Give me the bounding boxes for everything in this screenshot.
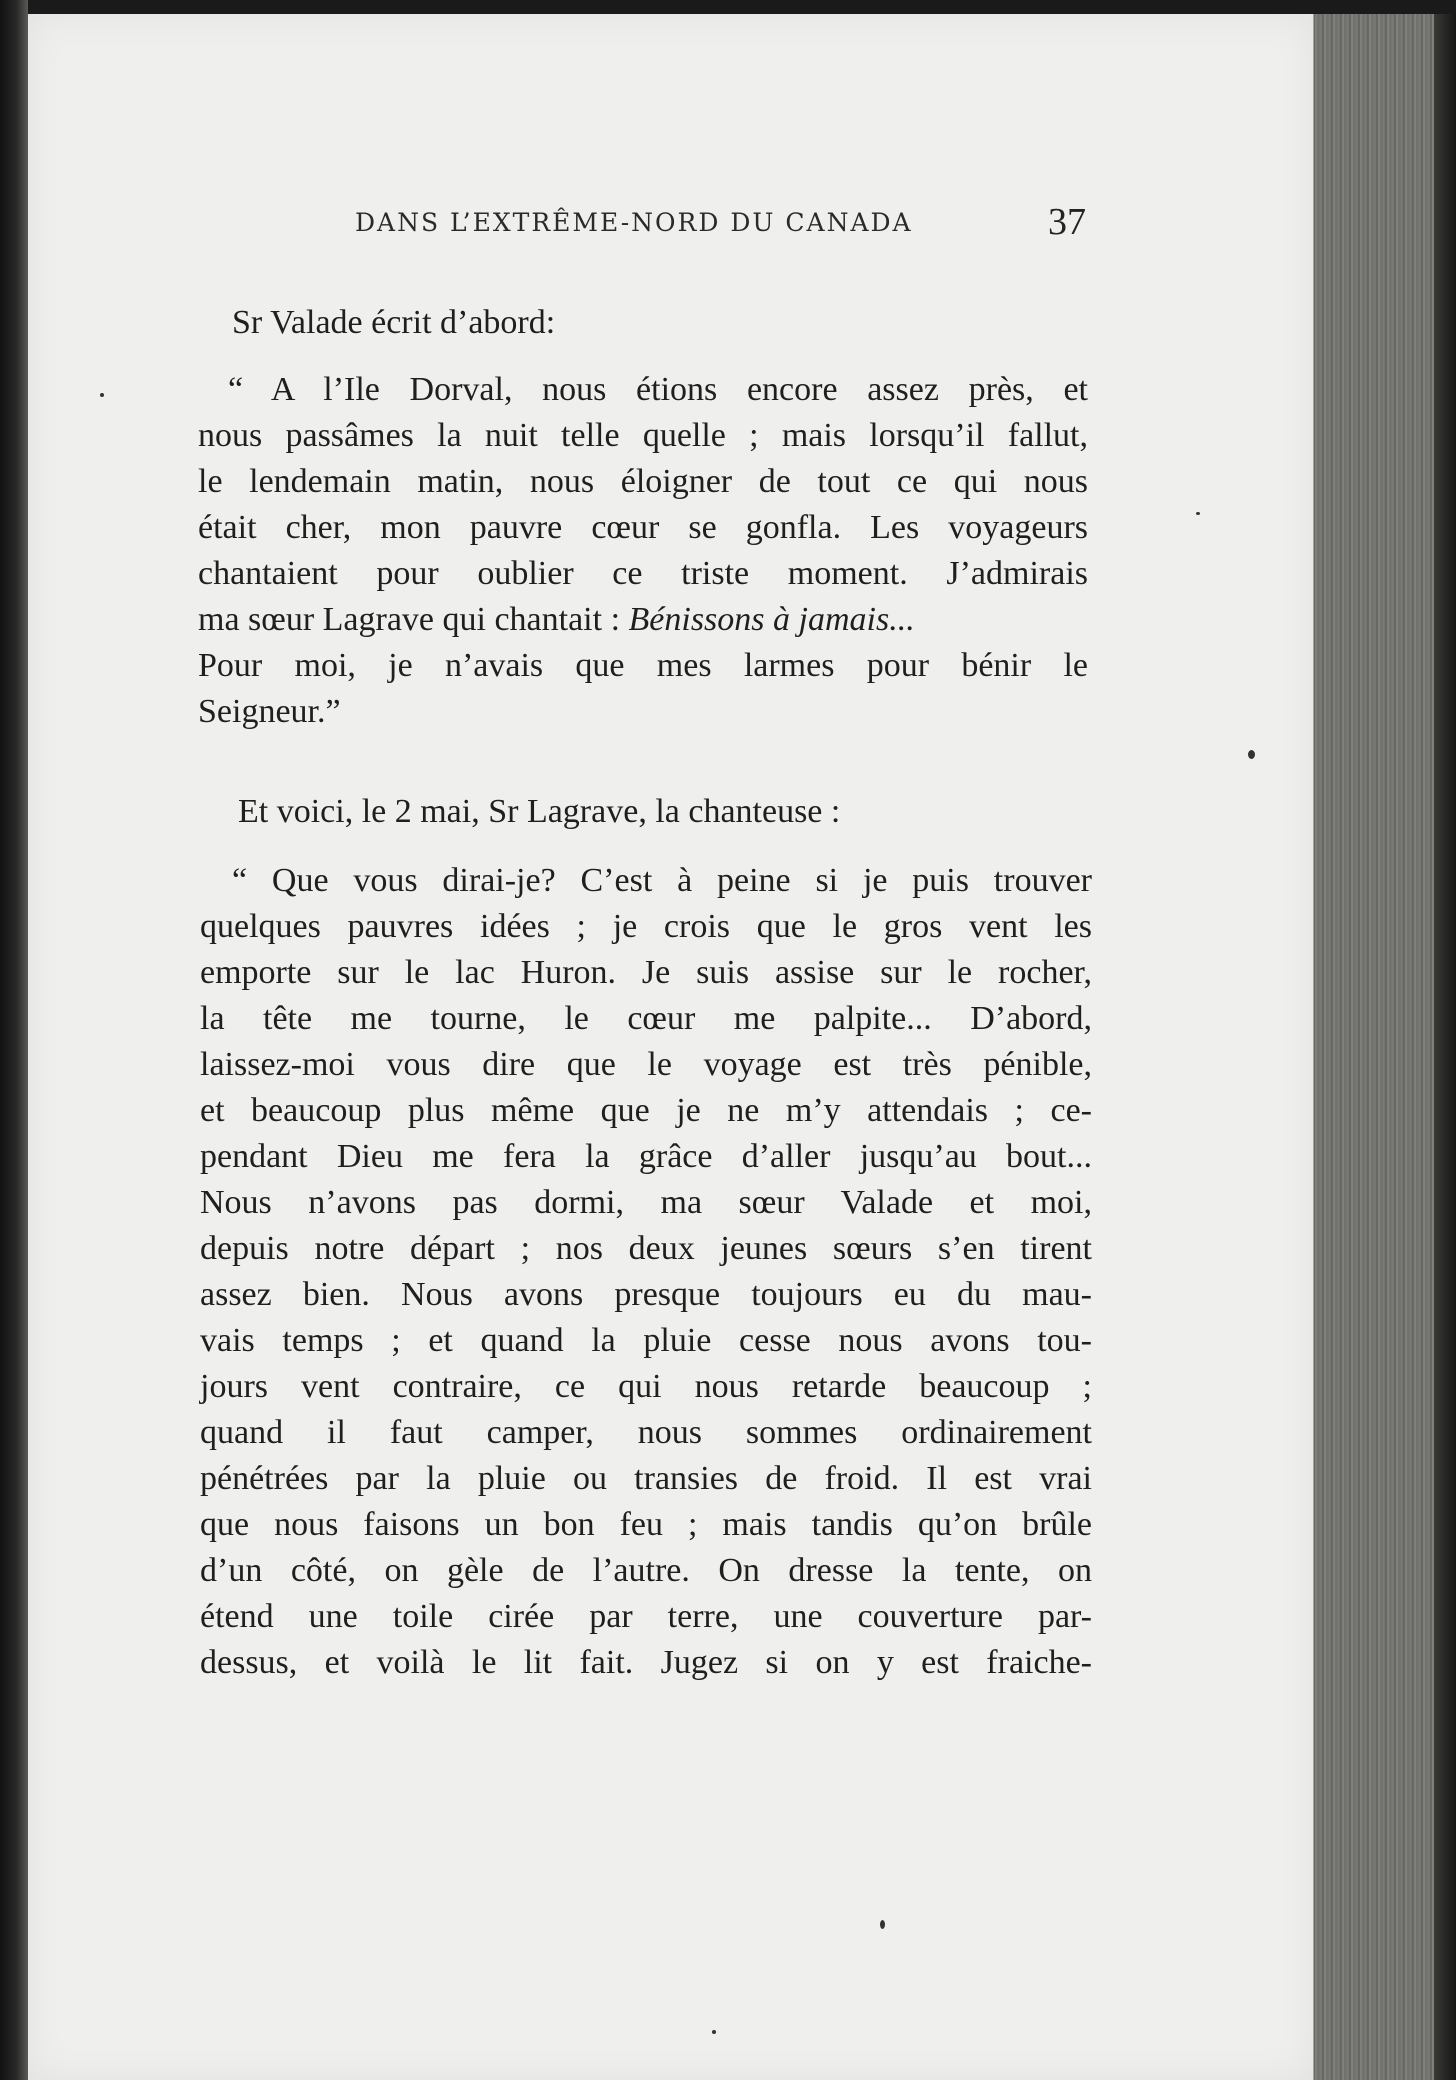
binding-shadow [0,0,28,2080]
page-number: 37 [1048,201,1086,243]
body-line: que nous faisons un bon feu ; mais tandis qu’on brûle [200,1506,1092,1543]
scan-speck [880,1920,885,1929]
body-line: “ A l’Ile Dorval, nous étions encore assez près, et [228,371,1088,408]
body-line: quelques pauvres idées ; je crois que le gros vent les [200,908,1092,945]
body-line: depuis notre départ ; nos deux jeunes sœurs s’en tirent [200,1230,1092,1267]
scan-speck [100,393,104,397]
page-stack-edge [1300,14,1456,2080]
body-line: jours vent contraire, ce qui nous retarde beaucoup ; [200,1368,1092,1405]
body-line: Seigneur.” [198,693,341,730]
scan-speck [1248,750,1255,759]
body-line: nous passâmes la nuit telle quelle ; mais lorsqu’il fallut, [198,417,1088,454]
body-line: Pour moi, je n’avais que mes larmes pour bénir le [198,647,1088,684]
body-line: Et voici, le 2 mai, Sr Lagrave, la chanteuse : [238,793,841,830]
body-line: vais temps ; et quand la pluie cesse nous avons tou- [200,1322,1092,1359]
scan-speck [712,2030,716,2034]
body-line: dessus, et voilà le lit fait. Jugez si on y est fraiche- [200,1644,1092,1681]
body-line: pénétrées par la pluie ou transies de froid. Il est vrai [200,1460,1092,1497]
hymn-title: Bénissons à jamais... [628,601,915,638]
body-line: étend une toile cirée par terre, une couverture par- [200,1598,1092,1635]
body-line: était cher, mon pauvre cœur se gonfla. Les voyageurs [198,509,1088,546]
body-line [198,603,915,637]
body-line: laissez-moi vous dire que le voyage est très pénible, [200,1046,1092,1083]
running-head: DANS L’EXTRÊME-NORD DU CANADA [355,208,913,237]
scan-speck [1196,512,1200,515]
body-line: pendant Dieu me fera la grâce d’aller jusqu’au bout... [200,1138,1092,1175]
body-line: quand il faut camper, nous sommes ordinairement [200,1414,1092,1451]
body-line: assez bien. Nous avons presque toujours eu du mau- [200,1276,1092,1313]
body-line-text: ma sœur Lagrave qui chantait : [198,601,621,638]
body-line: et beaucoup plus même que je ne m’y attendais ; ce- [200,1092,1092,1129]
body-line: “ Que vous dirai-je? C’est à peine si je puis trouver [232,862,1092,899]
body-line: emporte sur le lac Huron. Je suis assise sur le rocher, [200,954,1092,991]
body-line: la tête me tourne, le cœur me palpite... D’abord, [200,1000,1092,1037]
body-line: Sr Valade écrit d’abord: [232,304,556,341]
body-line: chantaient pour oublier ce triste moment. J’admirais [198,555,1088,592]
body-line: le lendemain matin, nous éloigner de tout ce qui nous [198,463,1088,500]
scan-top-edge [0,0,1456,14]
body-line: d’un côté, on gèle de l’autre. On dresse la tente, on [200,1552,1092,1589]
body-line: Nous n’avons pas dormi, ma sœur Valade et moi, [200,1184,1092,1221]
